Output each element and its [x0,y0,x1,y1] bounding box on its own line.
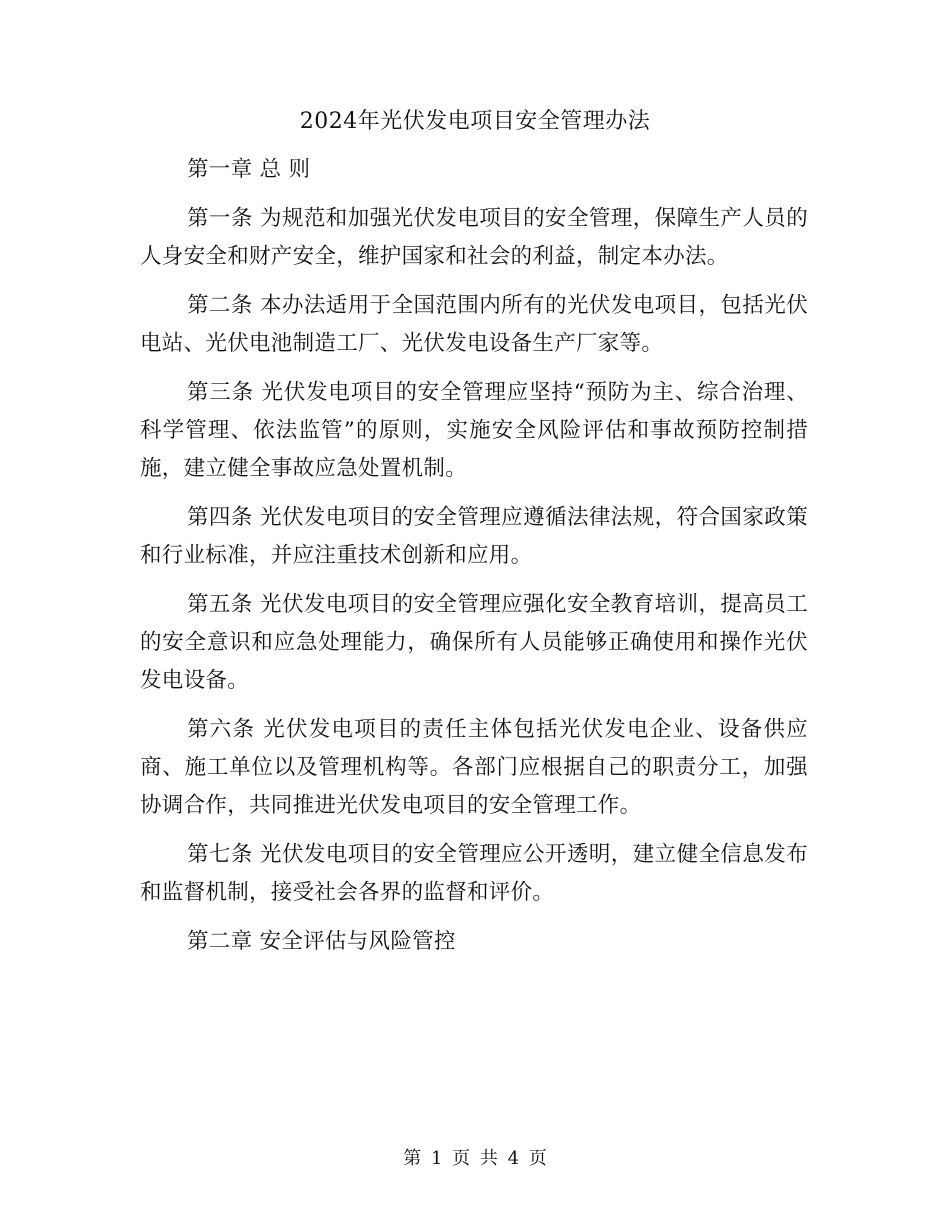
article-paragraph: 第三条 光伏发电项目的安全管理应坚持“预防为主、综合治理、科学管理、依法监管”的原则，实施安全风险评估和事故预防控制措施，建立健全事故应急处置机制。 [140,380,808,481]
article-paragraph: 第五条 光伏发电项目的安全管理应强化安全教育培训，提高员工的安全意识和应急处理能力，确保所有人员能够正确使用和操作光伏发电设备。 [140,592,808,693]
article-paragraph: 第一条 为规范和加强光伏发电项目的安全管理，保障生产人员的人身安全和财产安全，维护国家和社会的利益，制定本办法。 [140,206,808,269]
article-paragraph: 第六条 光伏发电项目的责任主体包括光伏发电企业、设备供应商、施工单位以及管理机构等。各部门应根据自己的职责分工，加强协调合作，共同推进光伏发电项目的安全管理工作。 [140,717,808,818]
chapter-heading: 第二章 安全评估与风险管控 [187,929,456,954]
chapter-heading: 第一章 总 则 [187,157,311,182]
document-title: 2024年光伏发电项目安全管理办法 [299,109,651,134]
page-footer: 第 1 页 共 4 页 [403,1148,547,1169]
article-paragraph: 第四条 光伏发电项目的安全管理应遵循法律法规，符合国家政策和行业标准，并应注重技术创新和应用。 [140,505,808,568]
article-paragraph: 第七条 光伏发电项目的安全管理应公开透明，建立健全信息发布和监督机制，接受社会各界的监督和评价。 [140,842,808,905]
article-paragraph: 第二条 本办法适用于全国范围内所有的光伏发电项目，包括光伏电站、光伏电池制造工厂、光伏发电设备生产厂家等。 [140,293,808,356]
document-body [140,151,808,972]
